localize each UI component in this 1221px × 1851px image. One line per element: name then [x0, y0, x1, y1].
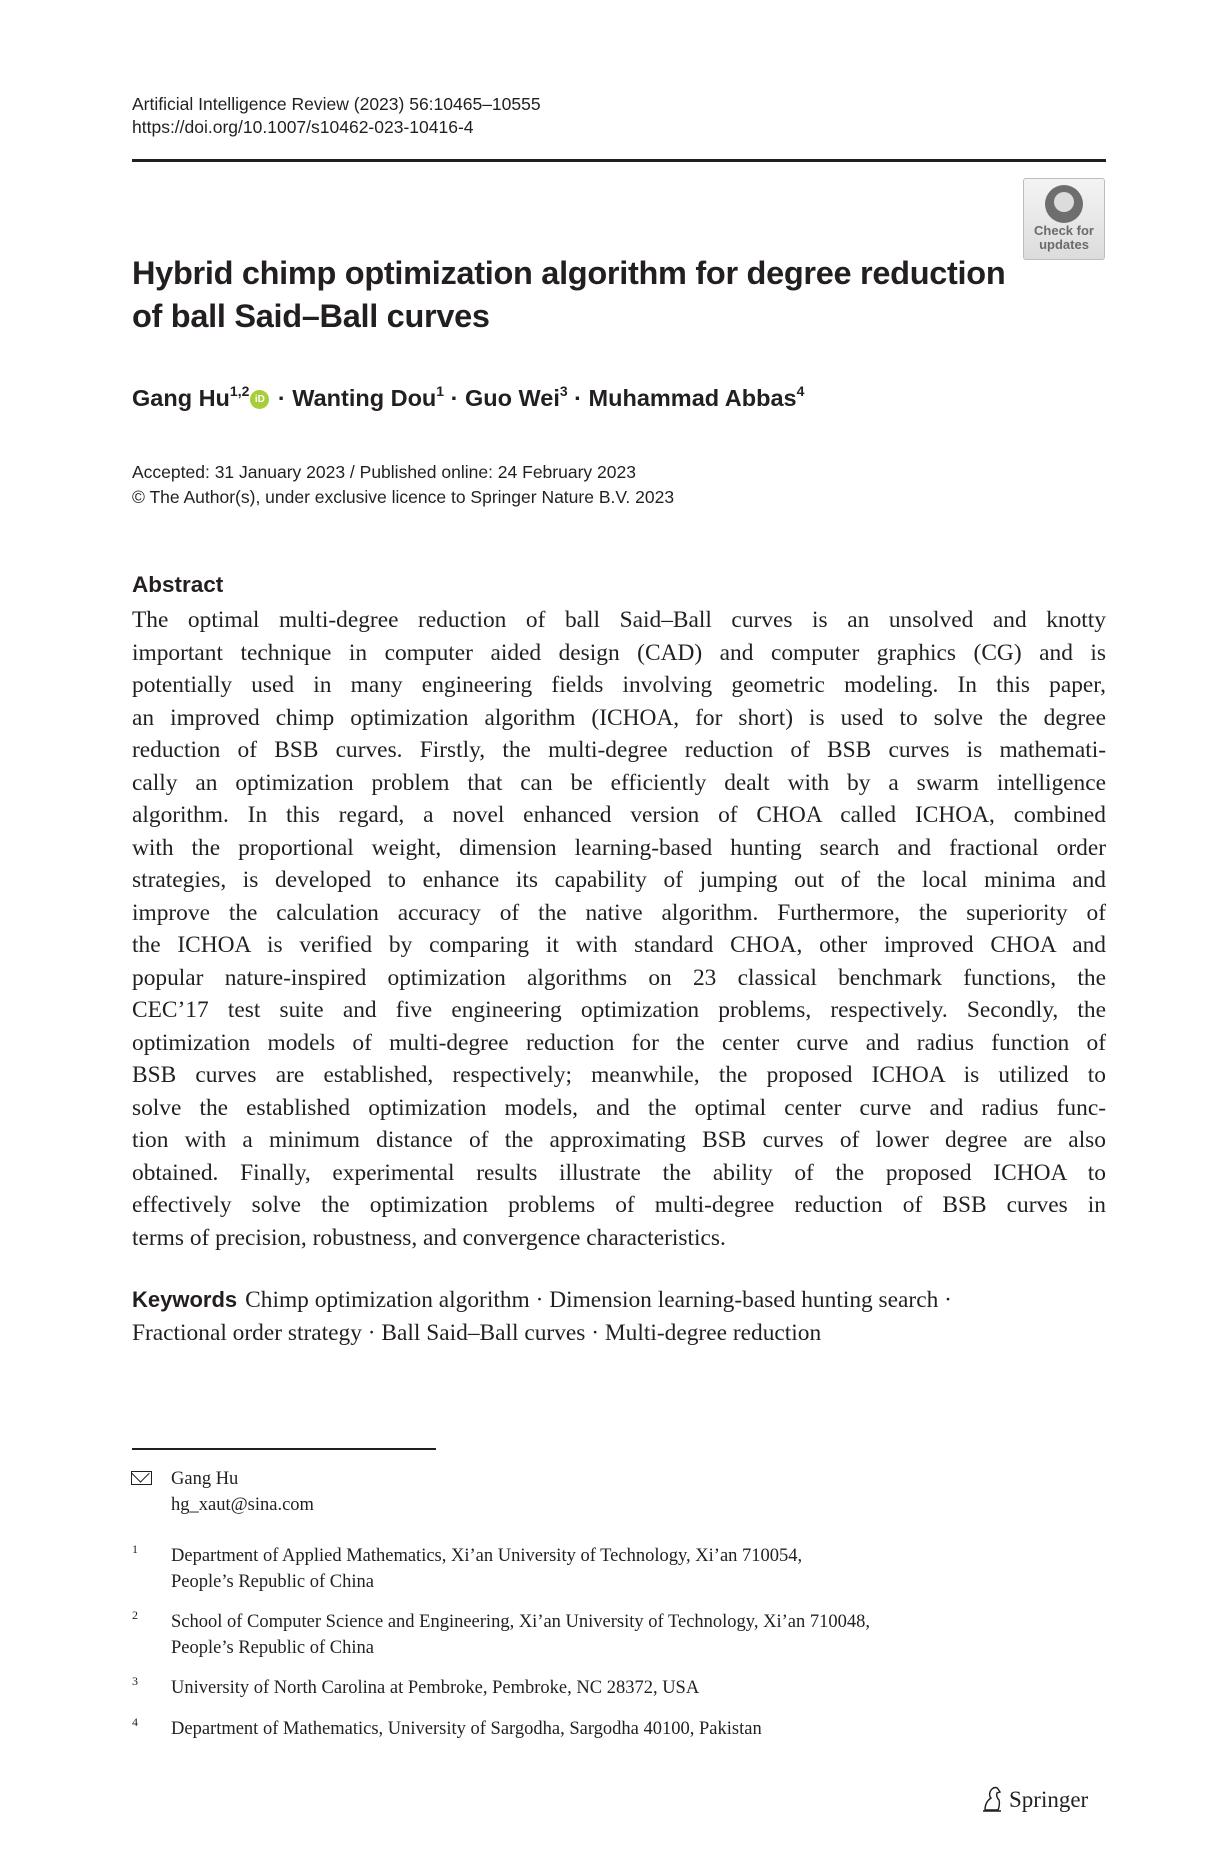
abstract-line: optimization models of multi-degree reduction for the center curve and radius function of: [132, 1029, 1106, 1056]
abstract-line: cally an optimization problem that can be efficiently dealt with by a swarm intelligence: [132, 769, 1106, 796]
header-rule: [132, 159, 1106, 162]
abstract-line: algorithm. In this regard, a novel enhanced version of CHOA called ICHOA, combined: [132, 802, 1106, 828]
abstract-line: CEC’17 test suite and five engineering optimization problems, respectively. Secondly, the: [132, 997, 1106, 1023]
author-affiliation-marker: 4: [796, 383, 805, 399]
affiliation-line: School of Computer Science and Engineering, Xi’an University of Technology, Xi’an 710048,: [171, 1612, 870, 1632]
author-name[interactable]: Wanting Dou: [292, 385, 437, 411]
author-affiliation-marker: 1: [436, 383, 445, 399]
keywords-line: [132, 1284, 1106, 1317]
affiliation-number: 2: [132, 1608, 138, 1622]
author-affiliation-marker: 1,2: [229, 383, 250, 399]
affiliation-line: Department of Mathematics, University of Sargodha, Sargodha 40100, Pakistan: [171, 1719, 762, 1739]
abstract-line: BSB curves are established, respectively; meanwhile, the proposed ICHOA is utilized to: [132, 1062, 1106, 1088]
abstract-line: potentially used in many engineering fields involving geometric modeling. In this paper,: [132, 672, 1106, 698]
springer-logo: [981, 1786, 1088, 1813]
envelope-icon: [131, 1471, 152, 1485]
abstract-line: The optimal multi-degree reduction of ball Said–Ball curves is an unsolved and knotty: [132, 607, 1106, 633]
author-name[interactable]: Gang Hu: [132, 385, 230, 411]
abstract-line: strategies, is developed to enhance its capability of jumping out of the local minima and: [132, 867, 1106, 893]
affiliation-line: Department of Applied Mathematics, Xi’an University of Technology, Xi’an 710054,: [171, 1546, 803, 1566]
corresponding-author-email[interactable]: hg_xaut@sina.com: [171, 1495, 314, 1515]
affiliation-line: People’s Republic of China: [171, 1638, 374, 1658]
badge-line2: updates: [1039, 237, 1089, 252]
orcid-icon[interactable]: iD: [250, 390, 269, 409]
author-name[interactable]: Guo Wei: [464, 385, 560, 411]
abstract-line: solve the established optimization models, and the optimal center curve and radius func-: [132, 1094, 1106, 1121]
author-list: Gang Hu$^{1,2}$iD · Wanting Dou$^1$ · Guo Wei$^3$ · Muhammad Abbas$^4$: [132, 383, 805, 411]
abstract-line: tion with a minimum distance of the approximating BSB curves of lower degree are also: [132, 1127, 1106, 1153]
abstract-heading: Abstract: [132, 572, 224, 597]
abstract-body: [132, 604, 1106, 1254]
springer-horse-icon: [981, 1786, 1003, 1812]
author-affiliation-marker: 3: [559, 383, 568, 399]
abstract-line: with the proportional weight, dimension learning-based hunting search and fractional order: [132, 834, 1106, 861]
corresponding-author-name: Gang Hu: [171, 1469, 239, 1489]
paper-title: [132, 252, 1012, 338]
affiliation-line: People’s Republic of China: [171, 1572, 374, 1592]
publication-dates: Accepted: 31 January 2023 / Published online: 24 February 2023: [132, 462, 636, 482]
abstract-line: improve the calculation accuracy of the native algorithm. Furthermore, the superiority of: [132, 899, 1106, 926]
affiliation-number: 4: [132, 1715, 138, 1729]
title-line: of ball Said–Ball curves: [132, 298, 490, 334]
check-for-updates-badge[interactable]: [1023, 178, 1105, 260]
author-name[interactable]: Muhammad Abbas: [588, 385, 797, 411]
abstract-line: effectively solve the optimization problems of multi-degree reduction of BSB curves in: [132, 1192, 1106, 1218]
journal-citation: Artificial Intelligence Review (2023) 56:10465–10555: [132, 94, 541, 114]
abstract-line: the ICHOA is verified by comparing it with standard CHOA, other improved CHOA and: [132, 932, 1106, 958]
copyright-notice: © The Author(s), under exclusive licence to Springer Nature B.V. 2023: [132, 487, 675, 507]
keywords-heading: Keywords: [132, 1287, 238, 1312]
abstract-line: important technique in computer aided design (CAD) and computer graphics (CG) and is: [132, 639, 1106, 666]
check-for-updates-icon: [1045, 185, 1083, 223]
keywords-text: Chimp optimization algorithm · Dimension learning-based hunting search ·: [245, 1287, 952, 1313]
abstract-line: popular nature-inspired optimization algorithms on 23 classical benchmark functions, the: [132, 964, 1106, 991]
abstract-line: reduction of BSB curves. Firstly, the multi-degree reduction of BSB curves is mathemati-: [132, 737, 1106, 763]
publisher-name: Springer: [1009, 1787, 1089, 1812]
title-line: Hybrid chimp optimization algorithm for degree reduction: [132, 255, 1006, 291]
affiliation-line: University of North Carolina at Pembroke, Pembroke, NC 28372, USA: [171, 1678, 700, 1698]
badge-line1: Check for: [1034, 223, 1094, 238]
affiliation-number: 3: [132, 1674, 138, 1688]
footnote-rule: [132, 1448, 436, 1450]
keywords-line: Fractional order strategy · Ball Said–Ball curves · Multi-degree reduction: [132, 1319, 822, 1346]
abstract-line: obtained. Finally, experimental results illustrate the ability of the proposed ICHOA to: [132, 1159, 1106, 1186]
affiliation-number: 1: [132, 1542, 138, 1556]
doi-link[interactable]: https://doi.org/10.1007/s10462-023-10416-4: [132, 117, 474, 137]
abstract-line: an improved chimp optimization algorithm (ICHOA, for short) is used to solve the degree: [132, 704, 1106, 731]
keywords: [132, 1284, 1106, 1349]
abstract-line: terms of precision, robustness, and convergence characteristics.: [132, 1224, 726, 1251]
